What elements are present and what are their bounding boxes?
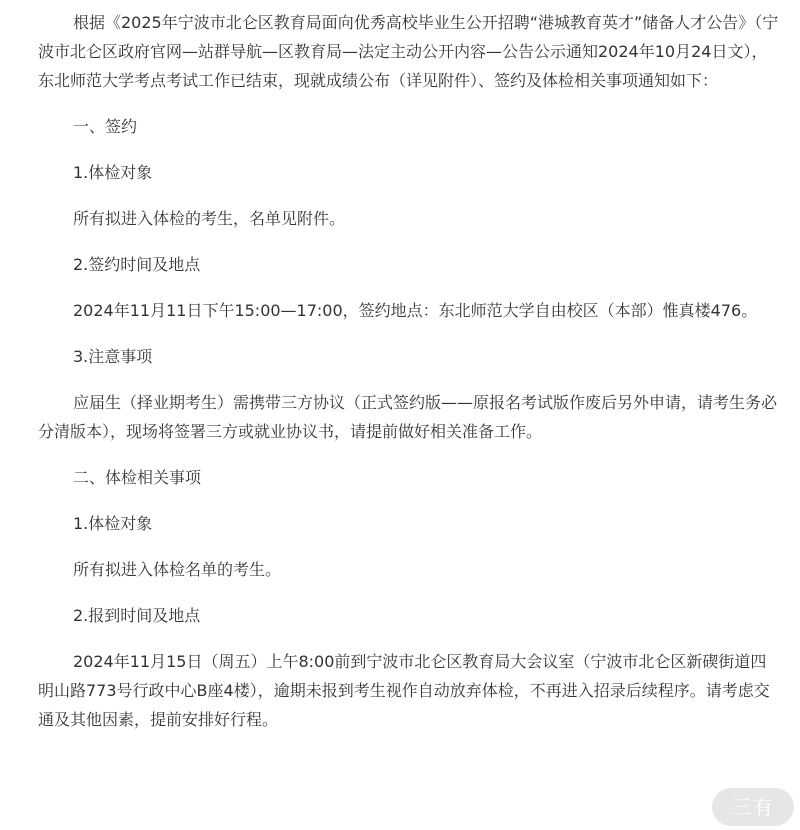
subheading-medical-target: 1.体检对象: [73, 514, 153, 533]
article-body: [38, 8, 782, 751]
paragraph-exam-target: 所有拟进入体检的考生，名单见附件。: [73, 209, 346, 228]
paragraph-report-time-place: 2024年11月15日（周五）上午8:00前到宁波市北仑区教育局大会议室（宁波市北仑区新碶街道四明山路773号行政中心B座4楼），逾期未报到考生视作自动放弃体检，不再进入招录后续程序。请考虑交通及其他因素，提前安排好行程。: [38, 652, 770, 729]
subheading-report-time-place: 2.报到时间及地点: [73, 606, 201, 625]
watermark-badge: 三有: [712, 788, 794, 826]
section-heading-signing: 一、签约: [73, 117, 138, 136]
subheading-notes: 3.注意事项: [73, 347, 153, 366]
section-heading-medical: 二、体检相关事项: [73, 468, 202, 487]
subheading-exam-target: 1.体检对象: [73, 163, 153, 182]
paragraph-signing-time-place: 2024年11月11日下午15:00—17:00，签约地点：东北师范大学自由校区（本部）惟真楼476。: [73, 301, 758, 320]
paragraph-medical-target: 所有拟进入体检名单的考生。: [73, 560, 282, 579]
paragraph-notes: 应届生（择业期考生）需携带三方协议（正式签约版——原报名考试版作废后另外申请，请考生务必分清版本），现场将签署三方或就业协议书，请提前做好相关准备工作。: [38, 393, 778, 441]
intro-paragraph: 根据《2025年宁波市北仑区教育局面向优秀高校毕业生公开招聘“港城教育英才”储备人才公告》（宁波市北仑区政府官网—站群导航—区教育局—法定主动公开内容—公告公示通知2024年10月24日文），东北师范大学考点考试工作已结束，现就成绩公布（详见附件）、签约及体检相关事项通知如下：: [38, 13, 779, 90]
subheading-signing-time-place: 2.签约时间及地点: [73, 255, 201, 274]
